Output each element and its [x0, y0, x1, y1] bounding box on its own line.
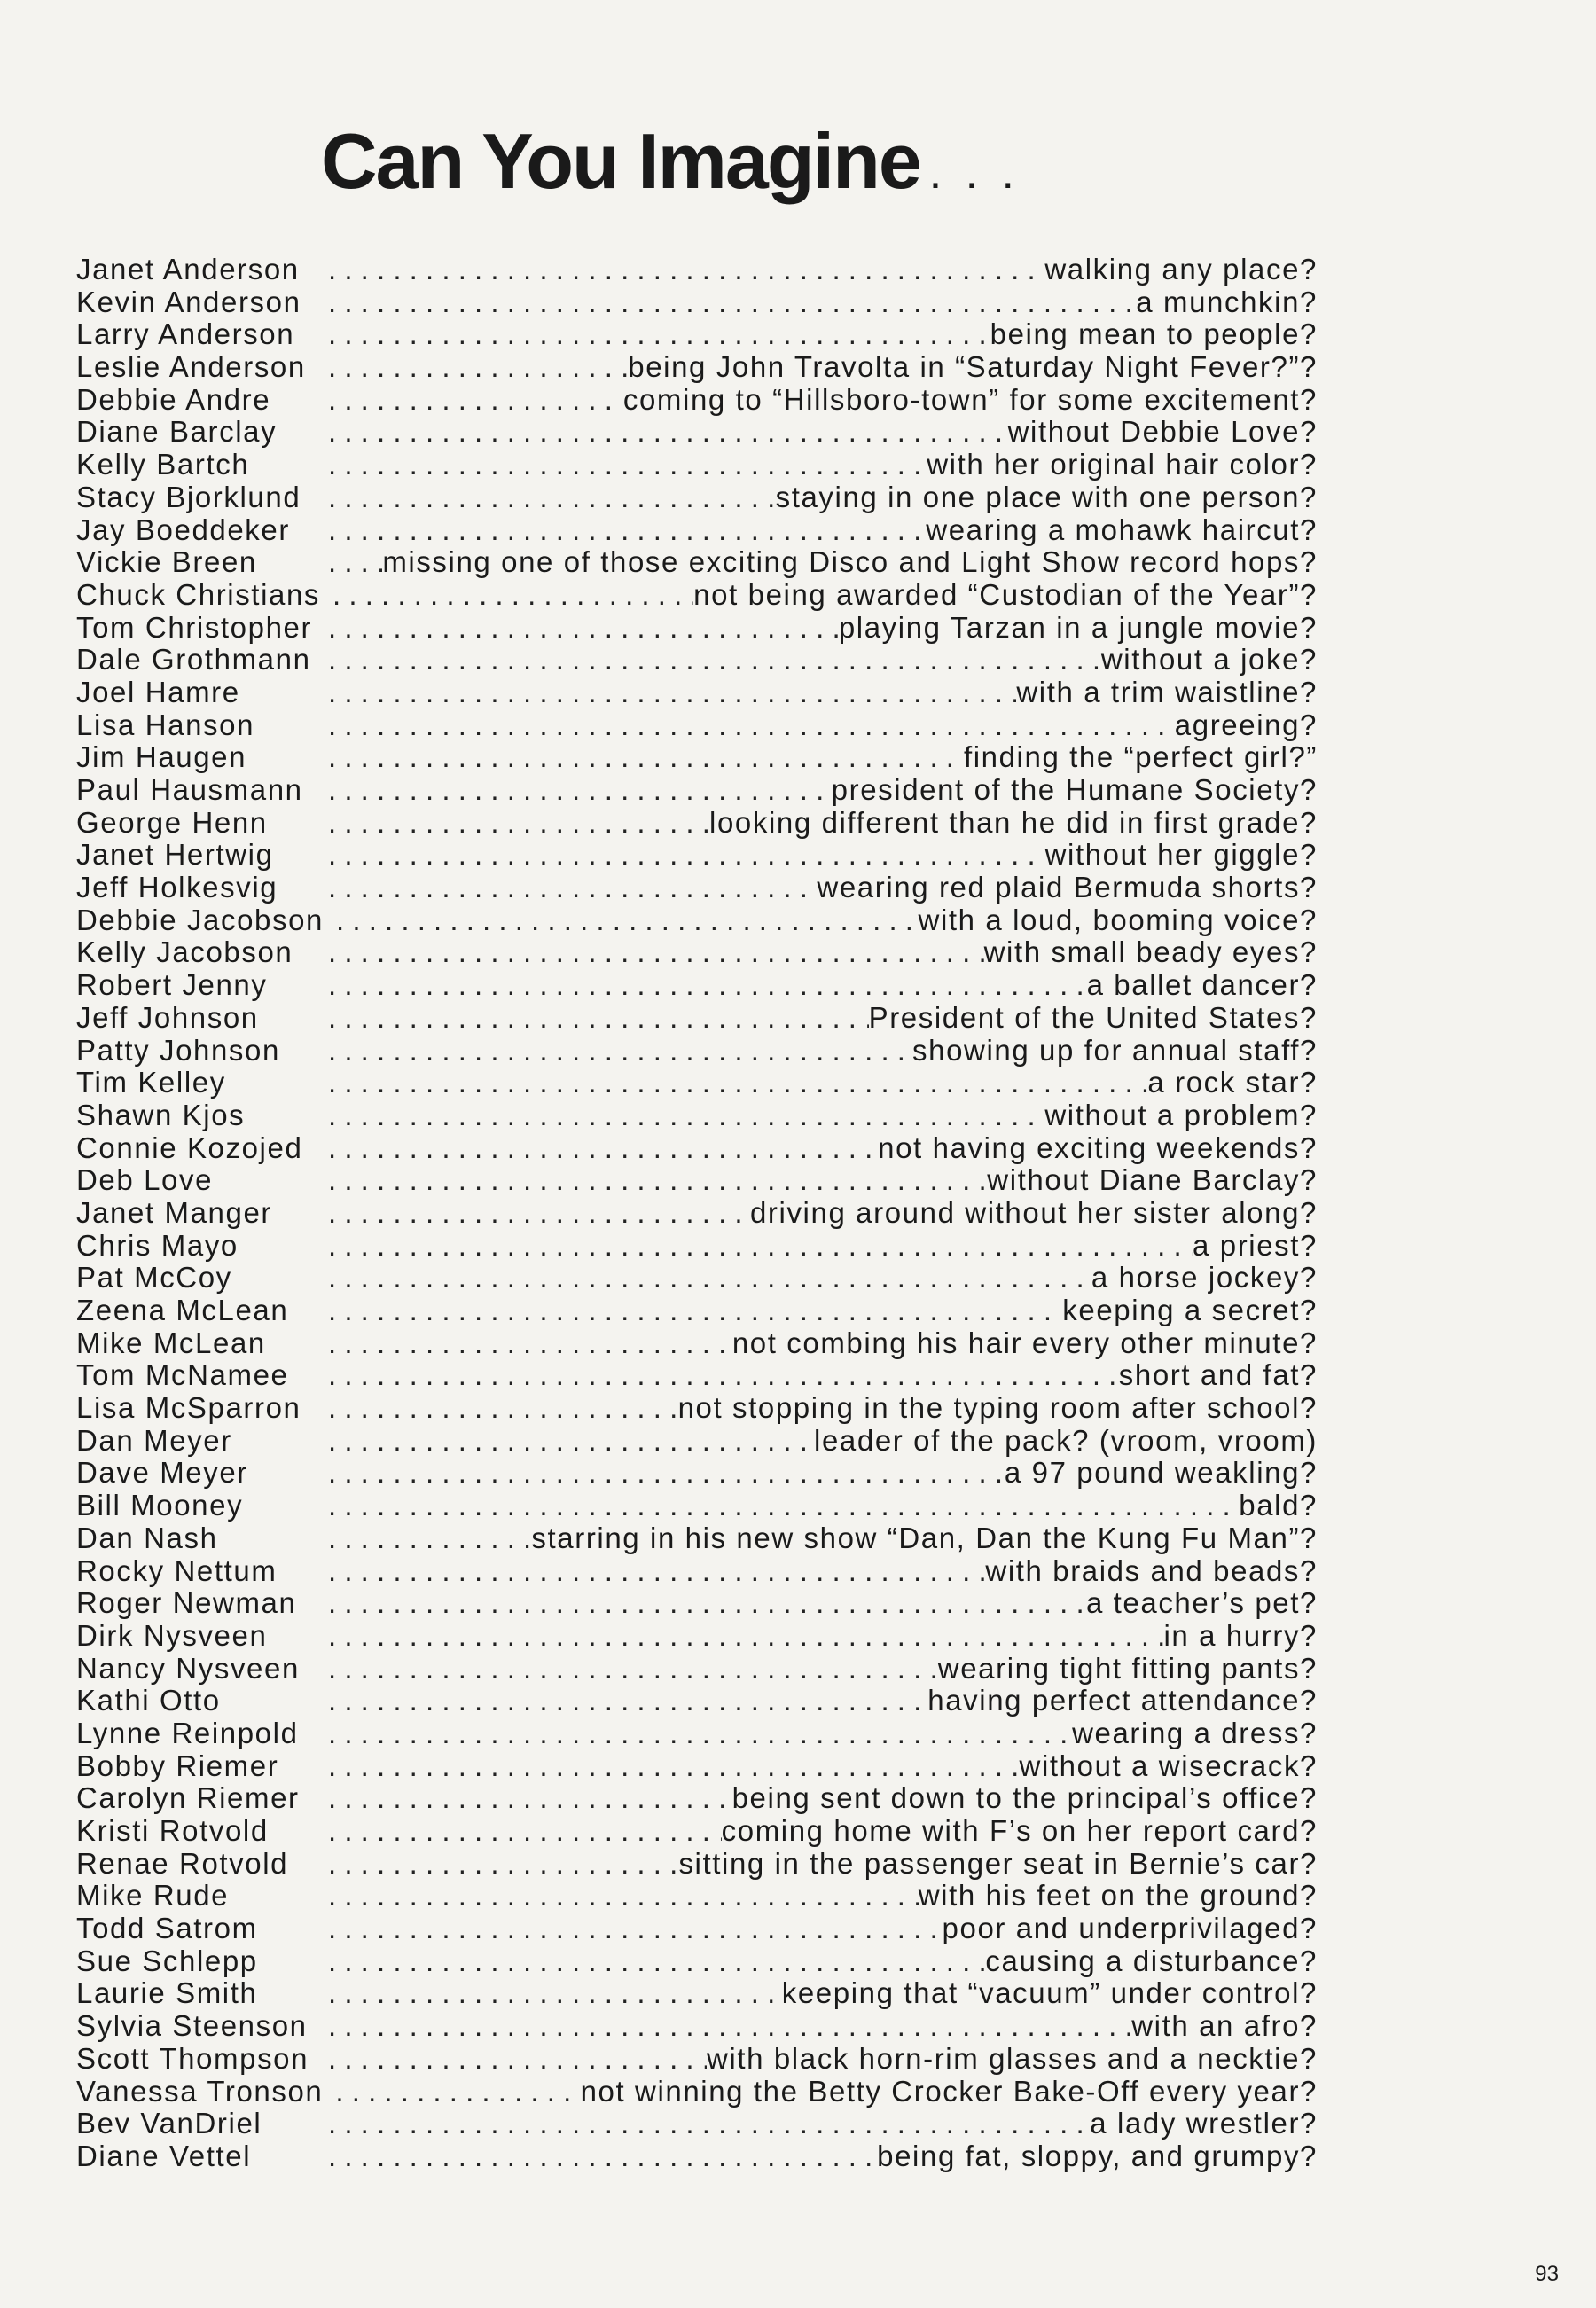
title-ellipsis: . . . [928, 147, 1021, 199]
list-item [76, 1685, 1318, 1717]
student-name: Carolyn Riemer [76, 1781, 300, 1815]
imagine-phrase: poor and underprivilaged? [942, 1912, 1318, 1945]
dot-leader [328, 1262, 1091, 1295]
list-item [76, 1392, 1318, 1425]
student-name: Debbie Andre [76, 382, 271, 416]
student-name: Tim Kelley [76, 1066, 226, 1099]
student-name: Paul Hausmann [76, 773, 303, 806]
list-item [76, 904, 1318, 937]
dot-leader [328, 677, 1016, 709]
dot-leader [328, 351, 628, 384]
imagine-phrase: causing a disturbance? [985, 1944, 1318, 1977]
list-item [76, 1197, 1318, 1230]
student-name: Dan Meyer [76, 1423, 232, 1457]
dot-leader [328, 709, 1175, 742]
list-item [76, 709, 1318, 742]
imagine-phrase: a ballet dancer? [1086, 968, 1318, 1002]
imagine-phrase: a rock star? [1147, 1066, 1318, 1099]
imagine-phrase: not being awarded “Custodian of the Year”? [693, 577, 1318, 611]
dot-leader [328, 644, 1101, 677]
list-item [76, 1913, 1318, 1945]
list-item [76, 2076, 1318, 2108]
list-item [76, 579, 1318, 612]
imagine-phrase: being mean to people? [990, 317, 1318, 351]
student-name: Kristi Rotvold [76, 1814, 269, 1847]
student-name: Stacy Bjorklund [76, 480, 301, 513]
student-name: Kelly Bartch [76, 448, 250, 481]
imagine-phrase: being fat, sloppy, and grumpy? [877, 2139, 1318, 2172]
student-name: Janet Anderson [76, 253, 300, 286]
student-name: Leslie Anderson [76, 350, 306, 384]
student-name: Patty Johnson [76, 1033, 280, 1067]
imagine-phrase: coming to “Hillsboro-town” for some excitement? [622, 382, 1318, 416]
dot-leader [328, 1848, 678, 1881]
dot-leader [328, 1522, 531, 1555]
dot-leader [328, 1359, 1119, 1392]
dot-leader [336, 904, 919, 937]
dot-leader [328, 546, 382, 579]
student-name: Bev VanDriel [76, 2107, 262, 2140]
dot-leader [328, 1230, 1193, 1263]
imagine-phrase: sitting in the passenger seat in Bernie’s car? [678, 1846, 1318, 1880]
student-name: Kevin Anderson [76, 285, 301, 318]
student-name: Lisa McSparron [76, 1391, 301, 1425]
list-item [76, 2108, 1318, 2140]
dot-leader [328, 612, 839, 645]
imagine-phrase: wearing red plaid Bermuda shorts? [817, 871, 1318, 904]
student-name: Kelly Jacobson [76, 935, 293, 969]
student-name: Deb Love [76, 1163, 214, 1197]
imagine-phrase: starring in his new show “Dan, Dan the Kung Fu Man”? [531, 1521, 1318, 1554]
dot-leader [328, 1490, 1239, 1522]
list-item [76, 1750, 1318, 1783]
imagine-phrase: a munchkin? [1136, 285, 1318, 318]
imagine-phrase: looking different than he did in first grade? [709, 805, 1318, 839]
dot-leader [328, 1945, 985, 1978]
list-item [76, 1848, 1318, 1881]
imagine-phrase: not having exciting weekends? [878, 1131, 1318, 1164]
imagine-phrase: coming home with F’s on her report card? [721, 1814, 1318, 1847]
student-name: Sue Schlepp [76, 1944, 258, 1977]
list-item [76, 1457, 1318, 1490]
student-name: Jim Haugen [76, 740, 247, 774]
imagine-phrase: walking any place? [1044, 253, 1318, 286]
student-name: Joel Hamre [76, 675, 240, 708]
dot-leader [328, 1587, 1086, 1620]
student-name: Zeena McLean [76, 1294, 289, 1326]
dot-leader [328, 1685, 927, 1717]
imagine-phrase: president of the Humane Society? [831, 773, 1318, 806]
student-name: Jeff Johnson [76, 1000, 259, 1034]
dot-leader [328, 1295, 1062, 1327]
list-item [76, 1295, 1318, 1327]
imagine-phrase: wearing a mohawk haircut? [926, 512, 1318, 546]
list-item [76, 936, 1318, 969]
list-item [76, 449, 1318, 481]
student-name: Renae Rotvold [76, 1846, 289, 1880]
student-name: Vanessa Tronson [76, 2074, 324, 2108]
student-name: Connie Kozojed [76, 1131, 303, 1164]
dot-leader [328, 1913, 943, 1945]
list-item [76, 1132, 1318, 1165]
list-item [76, 839, 1318, 872]
imagine-phrase: with black horn-rim glasses and a necktie? [707, 2041, 1318, 2075]
list-item [76, 1262, 1318, 1295]
imagine-phrase: with a trim waistline? [1016, 675, 1318, 708]
list-item [76, 807, 1318, 840]
list-item [76, 1230, 1318, 1263]
dot-leader [328, 1653, 938, 1686]
student-name: Dan Nash [76, 1521, 218, 1554]
imagine-phrase: keeping a secret? [1062, 1294, 1318, 1326]
imagine-phrase: driving around without her sister along? [749, 1195, 1318, 1229]
list-item [76, 1067, 1318, 1099]
list-item [76, 546, 1318, 579]
student-name: Bill Mooney [76, 1489, 244, 1522]
list-item [76, 351, 1318, 384]
list-item [76, 254, 1318, 286]
student-name: Diane Vettel [76, 2139, 252, 2172]
imagine-phrase: keeping that “vacuum” under control? [781, 1976, 1318, 2010]
imagine-phrase: having perfect attendance? [927, 1684, 1318, 1717]
student-name: Robert Jenny [76, 968, 268, 1002]
imagine-phrase: a priest? [1193, 1228, 1318, 1262]
page-title [321, 117, 1021, 205]
dot-leader [328, 254, 1044, 286]
list-item [76, 969, 1318, 1002]
student-name: Jay Boeddeker [76, 512, 290, 546]
list-item [76, 286, 1318, 319]
dot-leader [328, 1425, 814, 1458]
imagine-phrase: without Debbie Love? [1007, 415, 1318, 449]
list-item [76, 1490, 1318, 1522]
imagine-phrase: agreeing? [1174, 708, 1318, 741]
imagine-phrase: with braids and beads? [985, 1553, 1318, 1587]
student-name: Todd Satrom [76, 1912, 258, 1945]
student-name: Lisa Hanson [76, 708, 255, 741]
dot-leader [328, 286, 1136, 319]
student-name: Roger Newman [76, 1586, 297, 1620]
student-name: Janet Manger [76, 1195, 272, 1229]
imagine-phrase: without a wisecrack? [1019, 1749, 1318, 1782]
dot-leader [335, 2076, 580, 2108]
list-item [76, 1164, 1318, 1197]
student-name: Dirk Nysveen [76, 1618, 268, 1652]
list-item [76, 318, 1318, 351]
imagine-phrase: a 97 pound weakling? [1004, 1456, 1318, 1490]
imagine-phrase: with a loud, booming voice? [918, 903, 1318, 936]
student-name: Bobby Riemer [76, 1749, 279, 1782]
page-number: 93 [1535, 2262, 1559, 2286]
imagine-phrase: showing up for annual staff? [912, 1033, 1318, 1067]
imagine-phrase: finding the “perfect girl?” [963, 740, 1318, 774]
list-item [76, 1620, 1318, 1653]
list-item [76, 644, 1318, 677]
imagine-phrase: without a problem? [1044, 1098, 1318, 1131]
imagine-phrase: not winning the Betty Crocker Bake-Off every year? [580, 2074, 1318, 2108]
imagine-phrase: bald? [1239, 1489, 1318, 1522]
imagine-phrase: a horse jockey? [1091, 1261, 1318, 1295]
student-name: Diane Barclay [76, 415, 278, 449]
imagine-phrase: without her giggle? [1044, 838, 1318, 872]
dot-leader [328, 1099, 1044, 1132]
student-name: Larry Anderson [76, 317, 295, 351]
dot-leader [328, 384, 623, 417]
student-name: Mike Rude [76, 1879, 230, 1913]
student-name: Vickie Breen [76, 545, 257, 579]
dot-leader [328, 1977, 782, 2010]
list-item [76, 1099, 1318, 1132]
student-name: Dave Meyer [76, 1456, 248, 1490]
student-name: Nancy Nysveen [76, 1651, 300, 1685]
dot-leader [328, 1555, 985, 1588]
imagine-phrase: with small beady eyes? [983, 935, 1318, 969]
student-name: Kathi Otto [76, 1684, 221, 1717]
imagine-phrase: not combing his hair every other minute? [732, 1326, 1318, 1359]
imagine-phrase: wearing a dress? [1072, 1716, 1318, 1749]
student-name: Pat McCoy [76, 1261, 232, 1295]
list-item [76, 1977, 1318, 2010]
student-name: Sylvia Steenson [76, 2009, 308, 2043]
imagine-phrase: without Diane Barclay? [987, 1163, 1318, 1197]
list-item [76, 1880, 1318, 1913]
imagine-phrase: playing Tarzan in a jungle movie? [838, 610, 1318, 644]
dot-leader [328, 1750, 1020, 1783]
imagine-phrase: President of the United States? [868, 1000, 1318, 1034]
student-name: Lynne Reinpold [76, 1716, 299, 1749]
list-item [76, 1327, 1318, 1360]
dot-leader [328, 1717, 1072, 1750]
dot-leader [328, 1782, 732, 1815]
dot-leader [328, 2043, 707, 2076]
title-text: Can You Imagine [321, 117, 920, 205]
dot-leader [328, 1164, 987, 1197]
dot-leader [328, 1327, 732, 1360]
student-name: Tom Christopher [76, 610, 313, 644]
student-name: Debbie Jacobson [76, 903, 325, 936]
list-item [76, 774, 1318, 807]
imagine-phrase: not stopping in the typing room after school? [677, 1391, 1318, 1425]
dot-leader [328, 839, 1045, 872]
dot-leader [328, 936, 984, 969]
dot-leader [328, 969, 1087, 1002]
imagine-phrase: with his feet on the ground? [918, 1879, 1318, 1913]
student-name: Chris Mayo [76, 1228, 239, 1262]
list-item [76, 384, 1318, 417]
list-item [76, 1815, 1318, 1848]
dot-leader [328, 1620, 1163, 1653]
list-item [76, 1555, 1318, 1588]
list-item [76, 1359, 1318, 1392]
list-item [76, 1002, 1318, 1035]
list-item [76, 1035, 1318, 1068]
dot-leader [328, 2140, 877, 2173]
student-name: Mike McLean [76, 1326, 266, 1359]
dot-leader [328, 774, 832, 807]
list-item [76, 2010, 1318, 2043]
imagine-phrase: with her original hair color? [927, 448, 1318, 481]
student-name: Dale Grothmann [76, 643, 311, 677]
imagine-phrase: being John Travolta in “Saturday Night Fever?”? [628, 350, 1318, 384]
dot-leader [328, 2108, 1090, 2140]
list-item [76, 1717, 1318, 1750]
imagine-phrase: a lady wrestler? [1090, 2107, 1318, 2140]
dot-leader [328, 449, 927, 481]
imagine-phrase: a teacher’s pet? [1085, 1586, 1318, 1620]
student-name: Janet Hertwig [76, 838, 274, 872]
imagine-phrase: with an afro? [1131, 2009, 1318, 2043]
dot-leader [328, 1002, 869, 1035]
dot-leader [328, 1880, 919, 1913]
imagine-list [76, 254, 1318, 2173]
dot-leader [328, 416, 1008, 449]
list-item [76, 1425, 1318, 1458]
dot-leader [328, 1197, 750, 1230]
dot-leader [328, 1815, 722, 1848]
dot-leader [328, 514, 926, 547]
list-item [76, 481, 1318, 514]
list-item [76, 677, 1318, 709]
student-name: Tom McNamee [76, 1358, 289, 1392]
student-name: Scott Thompson [76, 2041, 309, 2075]
dot-leader [328, 1067, 1147, 1099]
list-item [76, 741, 1318, 774]
list-item [76, 1522, 1318, 1555]
student-name: Laurie Smith [76, 1976, 258, 2010]
list-item [76, 1587, 1318, 1620]
imagine-phrase: leader of the pack? (vroom, vroom) [814, 1423, 1318, 1457]
student-name: Rocky Nettum [76, 1553, 278, 1587]
imagine-phrase: without a joke? [1100, 643, 1318, 677]
list-item [76, 612, 1318, 645]
imagine-phrase: staying in one place with one person? [775, 480, 1318, 513]
list-item [76, 514, 1318, 547]
list-item [76, 872, 1318, 904]
dot-leader [328, 1392, 678, 1425]
student-name: Shawn Kjos [76, 1098, 246, 1131]
dot-leader [328, 318, 990, 351]
imagine-phrase: missing one of those exciting Disco and Light Show record hops? [382, 545, 1318, 579]
dot-leader [328, 872, 817, 904]
imagine-phrase: short and fat? [1118, 1358, 1318, 1392]
dot-leader [328, 481, 776, 514]
dot-leader [332, 579, 693, 612]
dot-leader [328, 1457, 1005, 1490]
list-item [76, 1945, 1318, 1978]
dot-leader [328, 1035, 912, 1068]
dot-leader [328, 807, 709, 840]
list-item [76, 2043, 1318, 2076]
list-item [76, 416, 1318, 449]
student-name: George Henn [76, 805, 268, 839]
imagine-phrase: wearing tight fitting pants? [937, 1651, 1318, 1685]
imagine-phrase: in a hurry? [1163, 1618, 1318, 1652]
student-name: Chuck Christians [76, 577, 321, 611]
dot-leader [328, 741, 964, 774]
dot-leader [328, 2010, 1131, 2043]
list-item [76, 1653, 1318, 1686]
list-item [76, 1782, 1318, 1815]
list-item [76, 2140, 1318, 2173]
imagine-phrase: being sent down to the principal’s office? [732, 1781, 1318, 1815]
dot-leader [328, 1132, 878, 1165]
student-name: Jeff Holkesvig [76, 871, 278, 904]
